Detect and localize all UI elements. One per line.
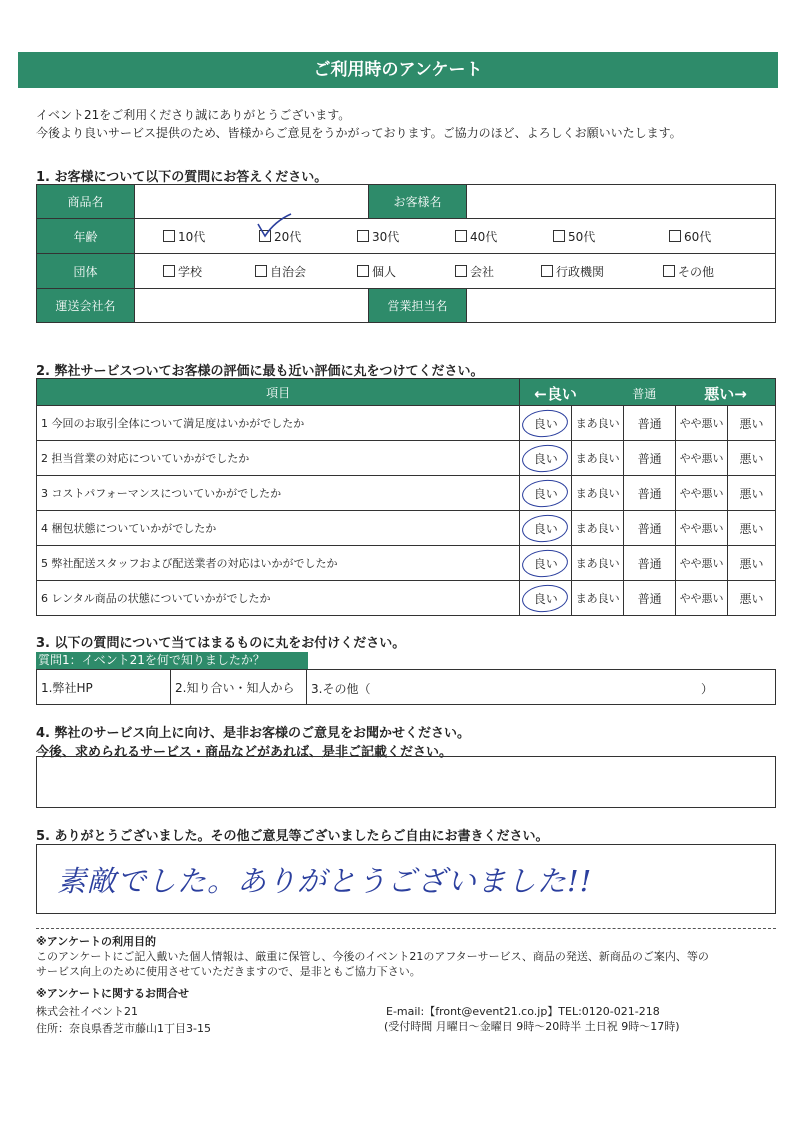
section5-title: 5. ありがとうございました。その他ご意見等ございましたらご自由にお書きください。 [36,829,549,844]
checkbox-icon [163,265,175,277]
rating-row [37,511,776,546]
rating-option[interactable] [624,476,676,511]
page-title: ご利用時のアンケート [18,52,778,88]
checkbox-icon [663,265,675,277]
source-option-hp[interactable]: 1.弊社HP [37,670,171,705]
checkbox-icon [553,230,565,242]
group-option-3[interactable]: 個人 [357,263,396,280]
rating-row [37,581,776,616]
rating-option-label: やや悪い [679,487,724,500]
purpose-line-1: このアンケートにご記入戴いた個人情報は、厳重に保管し、今後のイベント21のアフターサービス、商品の発送、新商品のご案内、等の [36,950,709,963]
rating-option-label: まあ良い [575,487,620,500]
checkbox-icon [357,230,369,242]
rating-option-label: 良い [533,416,558,431]
source-table [36,669,776,705]
contact-hours: (受付時間 月曜日～金曜日 9時～20時半 土日祝 9時～17時) [384,1020,680,1033]
selection-circle-icon [521,408,570,440]
age-option-1[interactable]: 10代 [163,228,205,245]
rating-item-label: 3 コストパフォーマンスについていかがでしたか [37,476,520,511]
rating-option[interactable] [520,406,572,441]
rating-option[interactable] [728,546,776,581]
selection-circle-icon [521,478,570,510]
contact-email-tel: E-mail:【front@event21.co.jp】TEL:0120-021-218 [386,1005,660,1018]
selection-circle-icon [521,583,570,615]
item-header: 項目 [37,379,520,406]
rating-option[interactable] [624,441,676,476]
rating-option-label: 良い [533,556,558,571]
rating-option[interactable] [520,511,572,546]
group-option-1[interactable]: 学校 [163,263,202,280]
rating-option[interactable] [676,406,728,441]
rating-option[interactable] [728,476,776,511]
product-label: 商品名 [37,185,135,219]
rating-option[interactable] [676,546,728,581]
checkbox-icon [669,230,681,242]
group-option-4[interactable]: 会社 [455,263,494,280]
group-options [135,254,776,289]
rating-option-label: まあ良い [575,452,620,465]
rating-option-label: 普通 [637,486,662,501]
rating-option-label: 普通 [637,556,662,571]
group-option-6[interactable]: その他 [663,263,714,280]
rating-option[interactable] [572,511,624,546]
rating-option[interactable] [520,546,572,581]
rating-option[interactable] [520,441,572,476]
handwritten-comment: 素敵でした。ありがとうございました!! [57,864,593,898]
rating-option[interactable] [572,476,624,511]
rating-option-label: 普通 [637,521,662,536]
checkbox-icon [541,265,553,277]
section3-title: 3. 以下の質問について当てはまるものに丸をお付けください。 [36,636,406,651]
carrier-label: 運送会社名 [37,289,135,323]
rating-option[interactable] [624,511,676,546]
purpose-title: ※アンケートの利用目的 [36,935,157,948]
rating-option-label: 良い [533,486,558,501]
sales-label: 営業担当名 [369,289,467,323]
rating-item-label: 6 レンタル商品の状態についていかがでしたか [37,581,520,616]
rating-option-label: やや悪い [679,592,724,605]
rating-option[interactable] [728,511,776,546]
rating-option-label: やや悪い [679,452,724,465]
product-field[interactable] [135,185,369,219]
rating-option-label: やや悪い [679,522,724,535]
rating-option[interactable] [624,546,676,581]
rating-option[interactable] [624,581,676,616]
rating-option-label: 普通 [637,451,662,466]
rating-option[interactable] [676,581,728,616]
customer-name-field[interactable] [467,185,776,219]
rating-option-label: 普通 [637,416,662,431]
rating-option-label: 悪い [739,486,764,501]
rating-row [37,441,776,476]
checkbox-icon [255,265,267,277]
section4-subtitle: 今後、求められるサービス・商品などがあれば、是非ご記載ください。 [36,745,453,760]
section2-title: 2. 弊社サービスついてお客様の評価に最も近い評価に丸をつけてください。 [36,364,484,379]
rating-option-label: 普通 [637,591,662,606]
rating-option[interactable] [728,406,776,441]
rating-item-label: 5 弊社配送スタッフおよび配送業者の対応はいかがでしたか [37,546,520,581]
rating-option-label: 悪い [739,556,764,571]
close-paren: ） [701,682,714,696]
selection-circle-icon [521,443,570,475]
rating-option[interactable] [572,441,624,476]
rating-table [36,378,776,616]
scale-bad: 悪い→ [704,385,747,403]
rating-option[interactable] [624,406,676,441]
checkbox-icon [357,265,369,277]
company-address: 住所：奈良県香芝市藤山1丁目3-15 [36,1022,211,1035]
rating-option[interactable] [572,546,624,581]
rating-option[interactable] [728,581,776,616]
group-option-2[interactable]: 自治会 [255,263,306,280]
rating-option[interactable] [676,441,728,476]
rating-option-label: 良い [533,451,558,466]
rating-option[interactable] [676,511,728,546]
company-name: 株式会社イベント21 [36,1005,138,1018]
comment-box[interactable] [36,844,776,914]
source-option-other[interactable] [307,670,776,705]
age-option-6[interactable]: 60代 [669,228,711,245]
purpose-line-2: サービス向上のために使用させていただきますので、是非ともご協力下さい。 [36,965,421,978]
customer-name-label: お客様名 [369,185,467,219]
selection-circle-icon [521,513,570,545]
scale-mid: 普通 [632,387,657,401]
rating-option[interactable] [520,581,572,616]
question-1: 質問1：イベント21を何で知りましたか？ [36,652,308,669]
rating-option-label: まあ良い [575,417,620,430]
rating-row [37,546,776,581]
checkmark-icon [255,212,295,242]
rating-option-label: まあ良い [575,522,620,535]
age-option-3[interactable]: 30代 [357,228,399,245]
rating-row [37,406,776,441]
group-option-5[interactable]: 行政機関 [541,263,604,280]
rating-option-label: まあ良い [575,592,620,605]
rating-option-label: 良い [533,591,558,606]
carrier-field[interactable] [135,289,369,323]
rating-option-label: まあ良い [575,557,620,570]
section1-title: 1. お客様について以下の質問にお答えください。 [36,170,328,185]
checkbox-icon [455,265,467,277]
customer-info-table [36,184,776,323]
checkbox-icon [163,230,175,242]
rating-option-label: 良い [533,521,558,536]
rating-option[interactable] [572,581,624,616]
intro-line-2: 今後より良いサービス提供のため、皆様からご意見をうかがっております。ご協力のほど、よろしくお願いいたします。 [36,126,682,140]
rating-option[interactable] [572,406,624,441]
scale-good: ←良い [534,385,577,403]
rating-option[interactable] [676,476,728,511]
rating-option-label: 悪い [739,591,764,606]
rating-option-label: 悪い [739,451,764,466]
age-option-5[interactable]: 50代 [553,228,595,245]
group-label: 団体 [37,254,135,289]
rating-option-label: やや悪い [679,417,724,430]
source-option-referral[interactable]: 2.知り合い・知人から [171,670,307,705]
feedback-box[interactable] [36,756,776,808]
rating-option[interactable] [520,476,572,511]
rating-item-label: 4 梱包状態についていかがでしたか [37,511,520,546]
age-option-2[interactable]: 20代 [259,228,301,245]
selection-circle-icon [521,548,570,580]
scale-header [520,379,776,406]
rating-option-label: 悪い [739,416,764,431]
sales-field[interactable] [467,289,776,323]
age-label: 年齢 [37,219,135,254]
section4-title: 4. 弊社のサービス向上に向け、是非お客様のご意見をお聞かせください。 [36,726,470,741]
rating-option-label: やや悪い [679,557,724,570]
rating-option-label: 悪い [739,521,764,536]
rating-row [37,476,776,511]
contact-title: ※アンケートに関するお問合せ [36,987,190,1000]
rating-item-label: 2 担当営業の対応についていかがでしたか [37,441,520,476]
age-options [135,219,776,254]
rating-option[interactable] [728,441,776,476]
source-option-other-label: 3.その他（ [311,682,371,696]
age-option-4[interactable]: 40代 [455,228,497,245]
intro-line-1: イベント21をご利用くださり誠にありがとうございます。 [36,108,351,122]
checkbox-icon [455,230,467,242]
rating-item-label: 1 今回のお取引全体について満足度はいかがでしたか [37,406,520,441]
footer-divider [36,928,776,929]
